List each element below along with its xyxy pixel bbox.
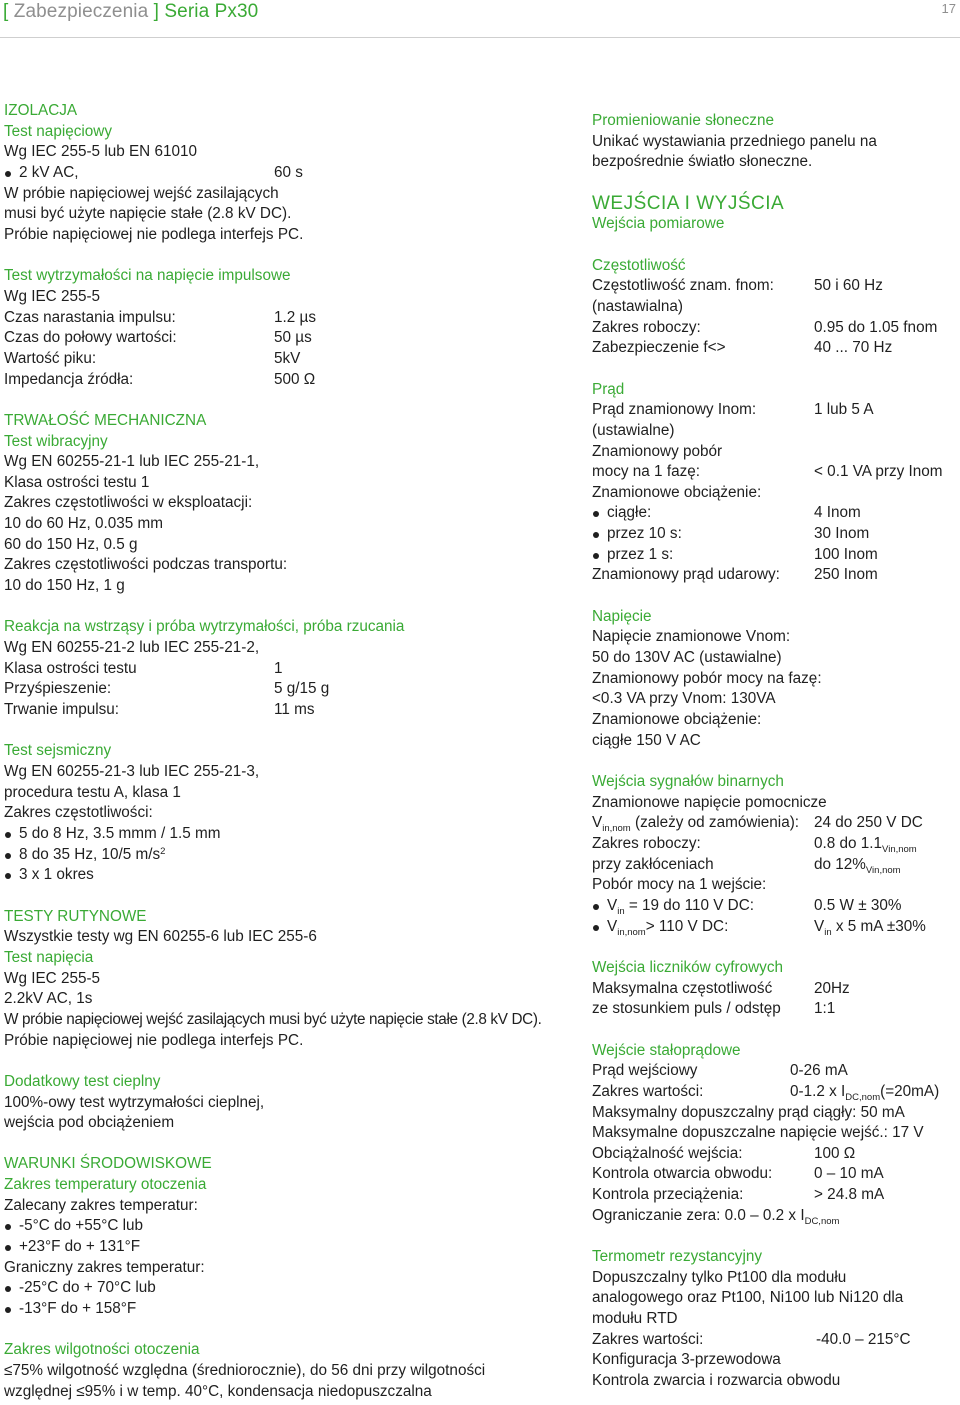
subscript: in [824,926,832,938]
spec-label: przez 1 s: [607,545,674,563]
spec-label: Wartość piku: [4,349,97,367]
spec-value: 1.2 µs [274,308,316,326]
spec-row [4,349,584,370]
spec-label: Kontrola otwarcia obwodu: [592,1165,773,1183]
text-line: wejścia pod obciążeniem [4,1114,175,1132]
value-text: do 12% [814,855,866,873]
spec-label: przy zakłóceniach [592,855,714,873]
spec-value: 100 Ω [814,1144,856,1162]
subscript: Vin,nom [882,843,917,855]
spec-label: 2 kV AC, [19,163,79,181]
spacer [592,751,952,772]
spec-row [4,679,584,700]
spec-value: 1 [274,659,283,677]
subscript: in,nom [617,926,646,938]
page-header [0,0,960,38]
value-text: (=20mA) [880,1082,940,1100]
section-heading-izolacja: IZOLACJA [4,102,78,119]
spacer [592,586,952,607]
text-line: Znamionowy pobór mocy na fazę: [592,669,822,687]
spec-row [592,318,952,339]
spec-label: Klasa ostrości testu [4,659,137,677]
spec-row [592,1061,952,1082]
text-line: Kontrola zwarcia i rozwarcia obwodu [592,1372,841,1390]
spacer [592,359,952,380]
spec-value [814,855,901,876]
spec-row [592,400,952,421]
bullet-item: 3 x 1 okres [4,865,584,886]
section-heading-testy-rutynowe: TESTY RUTYNOWE [4,907,147,925]
page-number: 17 [941,1,956,16]
spec-value: 1 lub 5 A [814,401,874,419]
spec-row [592,1185,952,1206]
value-text: x 5 mA ±30% [831,917,926,935]
text-line: Próbie napięciowej nie podlega interfejs PC. [4,1031,304,1049]
text-line [592,1206,952,1227]
spec-label [592,814,800,835]
spec-label: ze stosunkiem puls / odstęp [592,1000,781,1018]
subheading-promieniowanie: Promieniowanie słoneczne [592,112,774,129]
value-text: 0-1.2 x I [790,1082,846,1100]
spec-value: > 24.8 mA [814,1186,885,1204]
bullet-item [4,845,584,866]
spec-row [592,565,952,586]
text-line: Konfiguracja 3-przewodowa [592,1351,781,1369]
spacer [4,1051,584,1072]
text-line: Próbie napięciowej nie podlega interfejs PC. [4,225,304,243]
bullet-item: -13°F do + 158°F [4,1299,584,1320]
spec-row [592,979,952,1000]
subheading-wejscia-pomiarowe: Wejścia pomiarowe [592,215,725,233]
text-line: (nastawialna) [592,297,683,315]
spec-value: 0 – 10 mA [814,1165,884,1183]
bullet-text: 8 do 35 Hz, 10/5 m/s [19,845,161,863]
spec-value: 5 g/15 g [274,680,330,698]
spec-label: przez 10 s: [607,525,682,543]
spacer [4,1134,584,1155]
text-line: Wg IEC 255-5 [4,287,101,305]
spec-value: 100 Inom [814,545,878,563]
subheading-liczniki: Wejścia liczników cyfrowych [592,958,783,976]
spec-row [592,276,952,297]
spec-label: Obciążalność wejścia: [592,1144,743,1162]
text-line: Wg EN 60255-21-2 lub IEC 255-21-2, [4,639,260,657]
text-line: modułu RTD [592,1310,678,1328]
spec-label: Impedancja źródła: [4,370,134,388]
section-heading-wejscia-wyjscia: WEJŚCIA I WYJŚCIA [592,192,785,214]
spec-label: Znamionowy prąd udarowy: [592,566,780,584]
spacer [592,173,952,194]
label-text: = 19 do 110 V DC: [624,896,755,914]
label-text: (zależy od zamówienia): [630,814,800,832]
spacer [4,390,584,411]
spec-label: Maksymalna częstotliwość [592,979,773,997]
subheading-prad: Prąd [592,380,625,398]
spec-label: mocy na 1 fazę: [592,463,700,481]
value-text: 0.8 do 1.1 [814,834,883,852]
subheading-test-sejsmiczny: Test sejsmiczny [4,742,112,760]
text-line: ciągłe 150 V AC [592,731,701,749]
spec-row [4,308,584,329]
spec-label: ciągłe: [607,504,652,522]
text-line: Wg EN 60255-21-1 lub IEC 255-21-1, [4,453,260,471]
text-line: (ustawialne) [592,421,675,439]
text-line: bezpośrednie światło słoneczne. [592,153,813,171]
spacer [4,721,584,742]
spec-value: 0-26 mA [790,1062,848,1080]
spec-label: Czas do połowy wartości: [4,329,177,347]
spec-label: Czas narastania impulsu: [4,308,176,326]
spec-value [814,917,926,938]
spec-row [4,700,584,721]
text-line: Znamionowe obciążenie: [592,711,762,729]
spec-value: < 0.1 VA przy Inom [814,463,943,481]
text-line: Dopuszczalny tylko Pt100 dla modułu [592,1268,847,1286]
subheading-stalopradowe: Wejście stałoprądowe [592,1041,741,1059]
spacer [592,937,952,958]
text-line: procedura testu A, klasa 1 [4,783,181,801]
spacer [592,1020,952,1041]
text-line: W próbie napięciowej wejść zasilających musi być użyte napięcie stałe (2.8 kV DC). [4,1010,542,1028]
section-heading-warunki: WARUNKI ŚRODOWISKOWE [4,1155,212,1173]
spec-row [592,1082,952,1103]
subheading-termometr: Termometr rezystancyjny [592,1248,763,1266]
spec-value: 30 Inom [814,525,870,543]
bullet-item [592,503,952,524]
spec-row [592,813,952,834]
text-line: Znamionowy pobór [592,442,723,460]
spacer [4,1320,584,1341]
spec-row [592,834,952,855]
subheading-test-cieplny: Dodatkowy test cieplny [4,1072,161,1090]
bullet-item: +23°F do + 131°F [4,1237,584,1258]
spec-row [4,659,584,680]
spec-value: 0.5 W ± 30% [814,896,902,914]
text-line: Unikać wystawiania przedniego panelu na [592,132,877,150]
subscript: in,nom [602,823,631,835]
text-line: Graniczny zakres temperatur: [4,1258,205,1276]
bullet-item [592,917,952,938]
bullet-item [592,545,952,566]
spec-label: Zakres wartości: [592,1082,704,1100]
subheading-napiecie: Napięcie [592,607,652,625]
text-line: musi być użyte napięcie stałe (2.8 kV DC). [4,205,292,223]
spec-row [592,999,952,1020]
bullet-item: -5°C do +55°C lub [4,1216,584,1237]
text-line: Wg IEC 255-5 [4,969,101,987]
spec-label: Zabezpieczenie f<> [592,339,726,357]
text-line: Znamionowe obciążenie: [592,483,762,501]
title-section: Zabezpieczenia [8,1,154,22]
running-title [3,1,258,23]
spacer [4,886,584,907]
subscript: in [617,905,625,917]
bullet-item: -25°C do + 70°C lub [4,1278,584,1299]
spec-label: Zakres roboczy: [592,318,701,336]
text-line: ≤75% wilgotność względna (średniorocznie), do 56 dni przy wilgotności [4,1362,486,1380]
subheading-test-napieciowy: Test napięciowy [4,122,112,140]
text-line: 50 do 130V AC (ustawialne) [592,649,782,667]
bullet-item [592,896,952,917]
spec-label [607,896,755,917]
spec-label: Kontrola przeciążenia: [592,1186,744,1204]
superscript: 2 [160,845,166,857]
text-line: Klasa ostrości testu 1 [4,473,150,491]
spec-value: 11 ms [274,701,315,719]
spec-row [592,462,952,483]
subscript: DC,nom [845,1091,881,1103]
left-column [4,101,584,1402]
symbol: V [607,896,618,914]
text-line: analogowego oraz Pt100, Ni100 lub Ni120 dla [592,1289,904,1307]
line-text: Ograniczanie zera: 0.0 – 0.2 x I [592,1206,805,1224]
spacer [4,597,584,618]
spec-label: Zakres wartości: [592,1330,704,1348]
spec-value: 50 i 60 Hz [814,277,883,295]
text-line: Maksymalny dopuszczalny prąd ciągły: 50 mA [592,1103,905,1121]
spec-value: 0.95 do 1.05 fnom [814,318,938,336]
spec-value: 24 do 250 V DC [814,814,923,832]
spec-value: 250 Inom [814,566,878,584]
spec-row [592,1330,952,1351]
subheading-impuls: Test wytrzymałości na napięcie impulsowe [4,267,291,285]
title-series: Seria Px30 [159,1,259,22]
spec-value: 60 s [274,163,303,181]
text-line: Napięcie znamionowe Vnom: [592,628,791,646]
bullet-item [4,163,584,184]
spacer [592,1226,952,1247]
text-line: Wg EN 60255-21-3 lub IEC 255-21-3, [4,763,260,780]
text-line: Znamionowe napięcie pomocnicze [592,793,827,811]
spacer [4,246,584,267]
text-line: Zakres częstotliwości: [4,804,153,822]
right-column [592,111,952,1392]
text-line: Pobór mocy na 1 wejście: [592,876,767,894]
spec-row [4,328,584,349]
spec-label: Zakres roboczy: [592,834,701,852]
spec-value: -40.0 – 215°C [816,1330,911,1348]
spec-value: 5kV [274,349,301,367]
spec-label: Prąd znamionowy Inom: [592,401,757,419]
title-bracket-open: [ [3,1,9,22]
text-line: W próbie napięciowej wejść zasilających [4,184,279,202]
text-line: 10 do 60 Hz, 0.035 mm [4,515,164,533]
section-heading-trwalosc: TRWAŁOŚĆ MECHANICZNA [4,411,207,429]
subheading-wilgotnosc: Zakres wilgotności otoczenia [4,1341,200,1359]
spec-value: 4 Inom [814,504,861,522]
spec-value [790,1082,939,1103]
spec-row [592,1144,952,1165]
text-line: 60 do 150 Hz, 0.5 g [4,535,138,553]
text-line: Zalecany zakres temperatur: [4,1196,198,1214]
text-line: 2.2kV AC, 1s [4,990,93,1008]
spec-row [4,370,584,391]
spec-value: 50 µs [274,329,312,347]
subheading-czestotliwosc: Częstotliwość [592,256,686,274]
subscript: Vin,nom [865,864,901,876]
title-bracket-close: ] [153,1,160,22]
spec-row [592,338,952,359]
text-line: względnej ≤95% i w temp. 40°C, kondensacja niedopuszczalna [4,1382,432,1400]
spec-label: Trwanie impulsu: [4,701,120,719]
subheading-temperatura: Zakres temperatury otoczenia [4,1176,207,1194]
spec-row [592,1164,952,1185]
spec-label [607,917,729,938]
text-line: <0.3 VA przy Vnom: 130VA [592,690,776,708]
spec-label: Prąd wejściowy [592,1062,698,1080]
text-line: Wg IEC 255-5 lub EN 61010 [4,143,198,161]
spec-row [592,855,952,876]
text-line: Zakres częstotliwości w eksploatacji: [4,494,253,512]
bullet-item: 5 do 8 Hz, 3.5 mmm / 1.5 mm [4,824,584,845]
value-text: V [814,917,825,935]
spec-value: 20Hz [814,979,850,997]
spec-value [814,834,917,855]
spec-value: 1:1 [814,1000,836,1018]
symbol: V [607,917,618,935]
subheading-sygnaly-binarne: Wejścia sygnałów binarnych [592,773,784,790]
subheading-wstrzasy: Reakcja na wstrząsy i próba wytrzymałości, próba rzucania [4,618,405,636]
subheading-test-wibracyjny: Test wibracyjny [4,432,108,450]
symbol: V [592,814,603,832]
spacer [592,235,952,256]
text-line: Wszystkie testy wg EN 60255-6 lub IEC 255-6 [4,928,317,946]
text-line: 10 do 150 Hz, 1 g [4,577,125,595]
label-text: > 110 V DC: [645,917,729,935]
text-line: 100%-owy test wytrzymałości cieplnej, [4,1093,265,1111]
spec-value: 500 Ω [274,370,316,388]
subheading-test-napiecia: Test napięcia [4,948,94,966]
text-line: Zakres częstotliwości podczas transportu: [4,556,288,574]
text-line: Maksymalne dopuszczalne napięcie wejść.: 17 V [592,1124,924,1142]
subscript: DC,nom [804,1215,840,1227]
spec-label: Przyśpieszenie: [4,680,112,698]
bullet-item [592,524,952,545]
spec-value: 40 ... 70 Hz [814,339,893,357]
spec-label: Częstotliwość znam. fnom: [592,277,774,295]
